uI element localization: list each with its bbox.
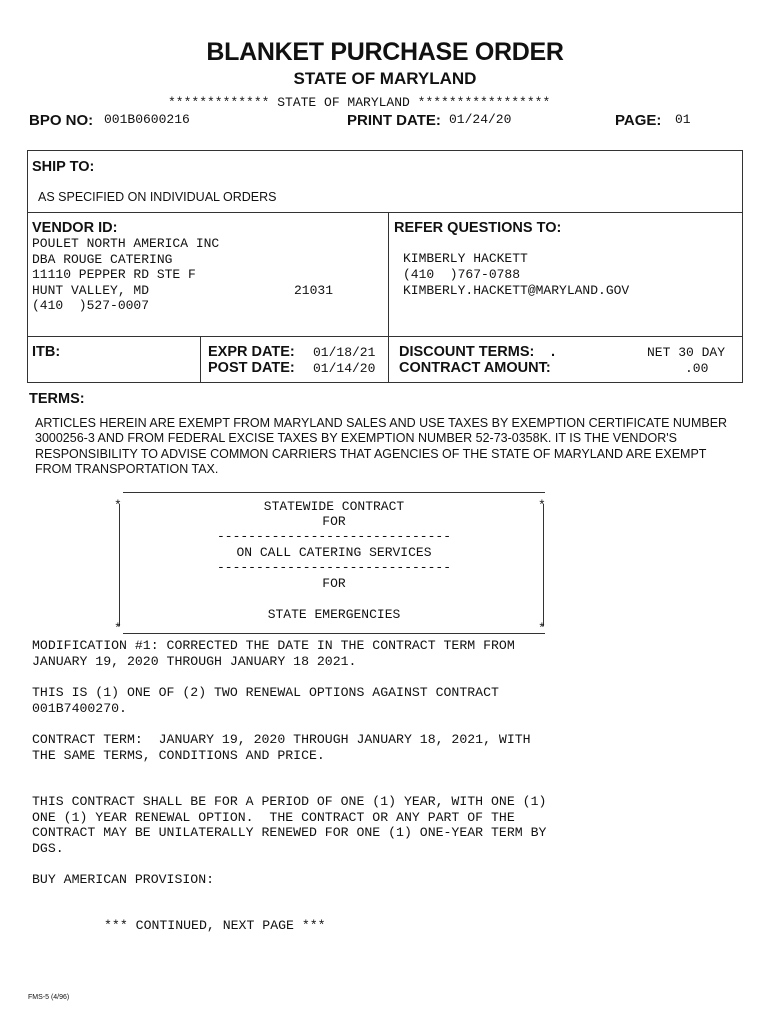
period-line-4: DGS. bbox=[32, 841, 64, 856]
continued-next-page: *** CONTINUED, NEXT PAGE *** bbox=[104, 918, 326, 933]
contract-box-line-for-2: FOR bbox=[322, 576, 346, 591]
contact-phone: (410 )767-0788 bbox=[403, 267, 521, 282]
itb-section bbox=[27, 336, 201, 383]
post-date-value: 01/14/20 bbox=[313, 361, 376, 376]
expr-date-label: EXPR DATE: bbox=[208, 344, 295, 360]
contract-box-dashes-2: ------------------------------ bbox=[216, 560, 452, 575]
contract-box-dashes-1: ------------------------------ bbox=[216, 529, 452, 544]
vendor-phone-line: (410 )527-0007 bbox=[32, 298, 150, 313]
period-line-1: THIS CONTRACT SHALL BE FOR A PERIOD OF ONE (1) YEAR, WITH ONE (1) bbox=[32, 794, 547, 809]
modification-line-1: MODIFICATION #1: CORRECTED THE DATE IN THE CONTRACT TERM FROM bbox=[32, 638, 515, 653]
ship-to-label: SHIP TO: bbox=[32, 159, 95, 175]
modification-line-2: JANUARY 19, 2020 THROUGH JANUARY 18 2021. bbox=[32, 654, 357, 669]
vendor-id-label: VENDOR ID: bbox=[32, 220, 118, 236]
contract-term-line-1: CONTRACT TERM: JANUARY 19, 2020 THROUGH JANUARY 18, 2021, WITH bbox=[32, 732, 531, 747]
refer-questions-label: REFER QUESTIONS TO: bbox=[394, 220, 562, 236]
vendor-zip: 21031 bbox=[294, 283, 334, 298]
period-line-3: CONTRACT MAY BE UNILATERALLY RENEWED FOR ONE (1) ONE-YEAR TERM BY bbox=[32, 825, 547, 840]
stars-banner: ************* STATE OF MARYLAND ***************** bbox=[168, 95, 551, 110]
ship-to-value: AS SPECIFIED ON INDIVIDUAL ORDERS bbox=[38, 190, 277, 204]
vendor-city-line: HUNT VALLEY, MD bbox=[32, 283, 150, 298]
bpo-number-label: BPO NO: bbox=[29, 112, 94, 129]
net-terms-value: NET 30 DAY bbox=[647, 345, 726, 360]
ship-to-section bbox=[27, 150, 743, 213]
contact-name: KIMBERLY HACKETT bbox=[403, 251, 528, 266]
renewal-line-1: THIS IS (1) ONE OF (2) TWO RENEWAL OPTIONS AGAINST CONTRACT bbox=[32, 685, 499, 700]
discount-section bbox=[388, 336, 743, 383]
print-date-value: 01/24/20 bbox=[449, 112, 512, 127]
period-line-2: ONE (1) YEAR RENEWAL OPTION. THE CONTRACT OR ANY PART OF THE bbox=[32, 810, 515, 825]
expr-date-value: 01/18/21 bbox=[313, 345, 376, 360]
renewal-line-2: 001B7400270. bbox=[32, 701, 127, 716]
star-top-right: * bbox=[538, 498, 546, 513]
contract-box-line-emergencies: STATE EMERGENCIES bbox=[267, 607, 401, 622]
contract-box-line-service: ON CALL CATERING SERVICES bbox=[236, 545, 432, 560]
page-label: PAGE: bbox=[615, 112, 662, 129]
discount-terms-label: DISCOUNT TERMS: bbox=[399, 344, 535, 360]
vendor-address-line: 11110 PEPPER RD STE F bbox=[32, 267, 196, 282]
refer-questions-section bbox=[388, 212, 743, 337]
bpo-number-value: 001B0600216 bbox=[104, 112, 190, 127]
star-top-left: * bbox=[114, 498, 122, 513]
vendor-dba-line: DBA ROUGE CATERING bbox=[32, 252, 173, 267]
print-date-label: PRINT DATE: bbox=[347, 112, 441, 129]
contract-amount-value: .00 bbox=[685, 361, 709, 376]
discount-terms-value: . bbox=[551, 344, 556, 360]
contract-box-line-statewide: STATEWIDE CONTRACT bbox=[263, 499, 405, 514]
star-bottom-left: * bbox=[114, 621, 122, 636]
itb-label: ITB: bbox=[32, 344, 61, 360]
contact-email: KIMBERLY.HACKETT@MARYLAND.GOV bbox=[403, 283, 630, 298]
contract-title-box bbox=[114, 492, 554, 634]
contract-box-line-for: FOR bbox=[322, 514, 346, 529]
form-identifier: FMS-5 (4/96) bbox=[28, 994, 70, 1001]
terms-label: TERMS: bbox=[29, 391, 85, 407]
vendor-name-line: POULET NORTH AMERICA INC bbox=[32, 236, 220, 251]
vendor-section bbox=[27, 212, 389, 337]
box-bottom-border bbox=[123, 633, 545, 634]
page-number-value: 01 bbox=[675, 112, 691, 127]
buy-american-heading: BUY AMERICAN PROVISION: bbox=[32, 872, 215, 887]
box-top-border bbox=[123, 492, 545, 493]
star-bottom-right: * bbox=[538, 621, 546, 636]
terms-text: ARTICLES HEREIN ARE EXEMPT FROM MARYLAND SALES AND USE TAXES BY EXEMPTION CERTIFICATE NUMBER 3000256-3 AND FROM FEDERAL EXCISE TAXES BY EXEMPTION NUMBER 52-73-0358K. IT IS THE VENDOR'S RESPONSIBILITY TO ADVISE COMMON CARRIERS THAT AGENCIES OF THE STATE OF MARYLAND ARE EXEMPT FROM TRANSPORTATION TAX. bbox=[35, 416, 728, 476]
document-title: BLANKET PURCHASE ORDER bbox=[206, 38, 564, 66]
document-subtitle: STATE OF MARYLAND bbox=[293, 69, 477, 88]
contract-amount-label: CONTRACT AMOUNT: bbox=[399, 360, 551, 376]
contract-term-line-2: THE SAME TERMS, CONDITIONS AND PRICE. bbox=[32, 748, 325, 763]
dates-section bbox=[200, 336, 389, 383]
post-date-label: POST DATE: bbox=[208, 360, 295, 376]
